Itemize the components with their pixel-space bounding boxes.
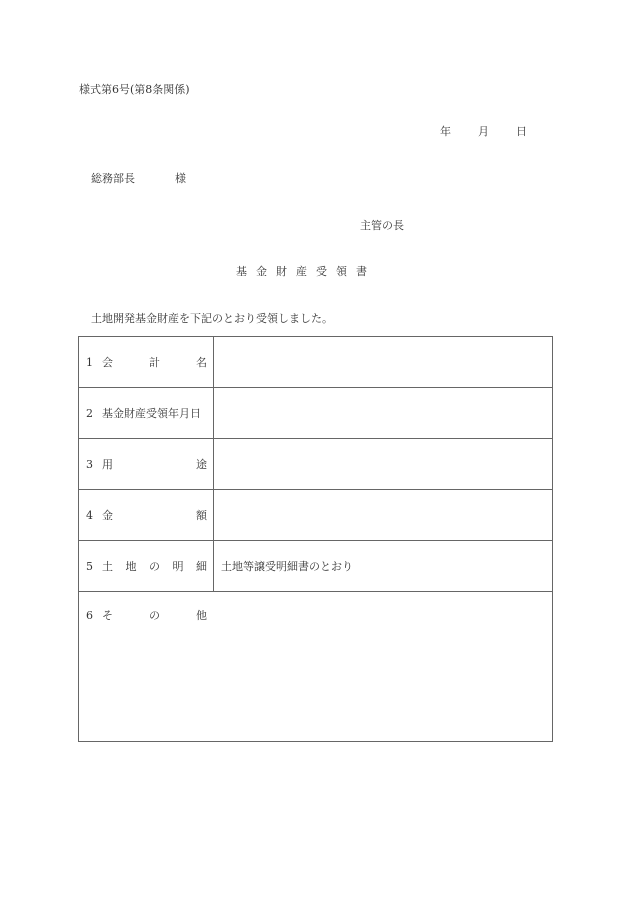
addressee <box>91 170 186 186</box>
table-row <box>79 541 553 592</box>
month-label: 月 <box>478 125 489 138</box>
date-line <box>440 123 554 139</box>
row-number: 4 <box>86 508 93 522</box>
row-label: そ の 他 <box>102 609 207 622</box>
row-number: 1 <box>86 355 93 369</box>
row-label: 金 額 <box>102 509 207 522</box>
land-details-field[interactable]: 土地等譲受明細書のとおり <box>214 541 553 592</box>
honorific: 様 <box>175 172 186 185</box>
row-label: 基金財産受領年月日 <box>102 407 201 420</box>
issuer: 主管の長 <box>360 219 404 232</box>
row-label: 会 計 名 <box>102 356 207 369</box>
purpose-field[interactable] <box>214 439 553 490</box>
year-label: 年 <box>440 125 451 138</box>
row-label: 土 地 の 明 細 <box>102 560 207 573</box>
row-number: 3 <box>86 457 93 471</box>
receipt-date-field[interactable] <box>214 388 553 439</box>
account-name-field[interactable] <box>214 337 553 388</box>
table-row <box>79 439 553 490</box>
table-row <box>79 592 553 742</box>
day-label: 日 <box>516 125 527 138</box>
row-number: 6 <box>86 608 93 622</box>
table-row <box>79 490 553 541</box>
form-number: 様式第6号(第8条関係) <box>79 83 190 96</box>
receipt-table <box>78 336 553 742</box>
row-number: 2 <box>86 406 93 420</box>
body-text: 土地開発基金財産を下記のとおり受領しました。 <box>91 312 333 325</box>
document-title: 基金財産受領書 <box>236 265 376 278</box>
table-row <box>79 337 553 388</box>
row-label: 用 途 <box>102 458 207 471</box>
amount-field[interactable] <box>214 490 553 541</box>
table-row <box>79 388 553 439</box>
row-number: 5 <box>86 559 93 573</box>
addressee-name: 総務部長 <box>91 172 135 185</box>
